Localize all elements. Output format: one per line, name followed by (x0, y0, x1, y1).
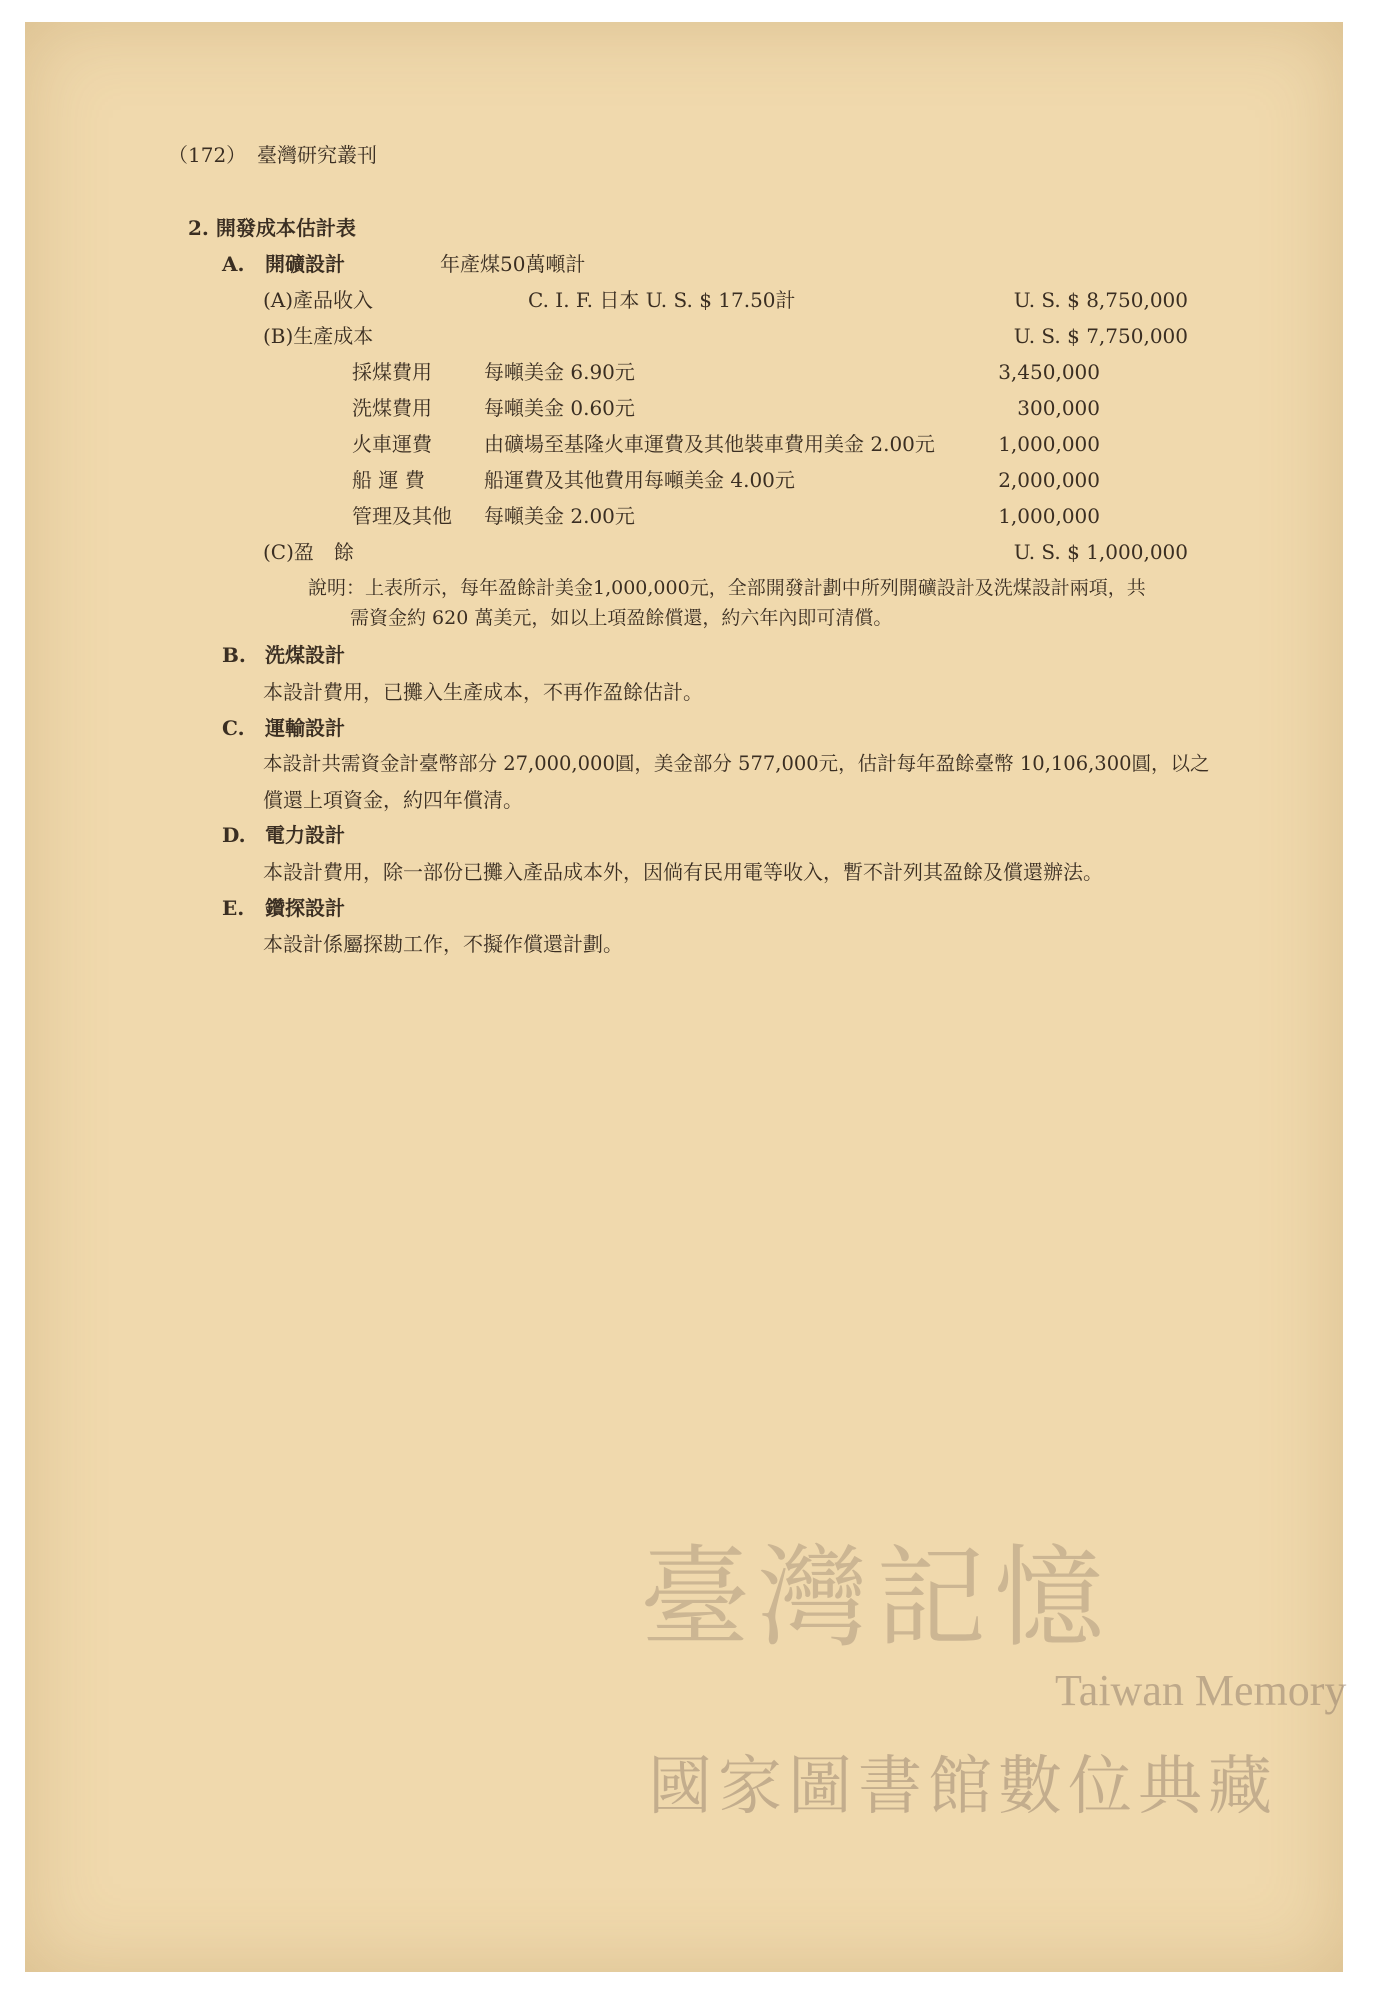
watermark-org: 國家圖書館數位典藏 (648, 1750, 1278, 1824)
watermark-logo: 臺灣記憶 (640, 1534, 1112, 1662)
cost-item-desc: 由礦場至基隆火車運費及其他裝車費用美金 2.00元 (484, 432, 935, 456)
item-d-text: 本設計費用，除一部份已攤入產品成本外，因倘有民用電等收入，暫不計列其盈餘及償還辦法。 (263, 860, 1103, 884)
item-c-text: 本設計共需資金計臺幣部分 27,000,000圓，美金部分 577,000元，估計每年盈餘臺幣 10,106,300圓，以之 (263, 752, 1210, 775)
explanation-text: 說明：上表所示，每年盈餘計美金1,000,000元，全部開發計劃中所列開礦設計及洗煤設計兩項，共 (308, 577, 1146, 599)
cost-item-name: 船 運 費 (352, 468, 425, 492)
cost-label: (B)生產成本 (263, 324, 374, 348)
item-e-label: E. (222, 896, 245, 920)
journal-title: 臺灣研究叢刊 (257, 143, 377, 167)
cost-item-amount: 3,450,000 (998, 360, 1100, 384)
cost-item-desc: 每噸美金 6.90元 (484, 360, 635, 384)
cost-item-name: 火車運費 (352, 432, 432, 456)
item-a-name: 開礦設計 (265, 252, 345, 276)
item-d-name: 電力設計 (265, 823, 345, 847)
item-b-label: B. (222, 643, 246, 667)
cost-item-desc: 每噸美金 2.00元 (484, 504, 635, 528)
cost-item-amount: 2,000,000 (998, 468, 1100, 492)
cost-item-amount: 1,000,000 (998, 432, 1100, 456)
explanation-text: 需資金約 620 萬美元，如以上項盈餘償還，約六年內即可清償。 (350, 607, 893, 629)
revenue-amount: U. S. $ 8,750,000 (1013, 288, 1188, 312)
cost-item-name: 採煤費用 (352, 360, 432, 384)
item-e-text: 本設計係屬探勘工作，不擬作償還計劃。 (263, 932, 623, 956)
item-d-label: D. (222, 823, 246, 847)
section-title: 2. 開發成本估計表 (188, 216, 356, 240)
item-c-text: 償還上項資金，約四年償清。 (263, 788, 523, 812)
revenue-label: (A)產品收入 (263, 288, 374, 312)
surplus-amount: U. S. $ 1,000,000 (1013, 540, 1188, 564)
cost-item-name: 管理及其他 (352, 504, 452, 528)
item-c-name: 運輸設計 (265, 716, 345, 740)
item-e-name: 鑽探設計 (265, 896, 345, 920)
cost-item-desc: 每噸美金 0.60元 (484, 396, 635, 420)
item-b-text: 本設計費用，已攤入生產成本，不再作盈餘估計。 (263, 680, 703, 704)
surplus-label: (C)盈 餘 (263, 540, 354, 564)
revenue-desc: C. I. F. 日本 U. S. $ 17.50計 (528, 288, 796, 312)
item-a-note: 年產煤50萬噸計 (440, 252, 586, 276)
cost-item-amount: 1,000,000 (998, 504, 1100, 528)
watermark-english: Taiwan Memory (1055, 1666, 1347, 1715)
item-c-label: C. (222, 716, 245, 740)
cost-item-amount: 300,000 (1017, 396, 1100, 420)
cost-item-name: 洗煤費用 (352, 396, 432, 420)
cost-item-desc: 船運費及其他費用每噸美金 4.00元 (484, 468, 795, 492)
item-a-label: A. (222, 252, 245, 276)
page-number: （172） (168, 143, 247, 167)
item-b-name: 洗煤設計 (265, 643, 345, 667)
cost-amount: U. S. $ 7,750,000 (1013, 324, 1188, 348)
